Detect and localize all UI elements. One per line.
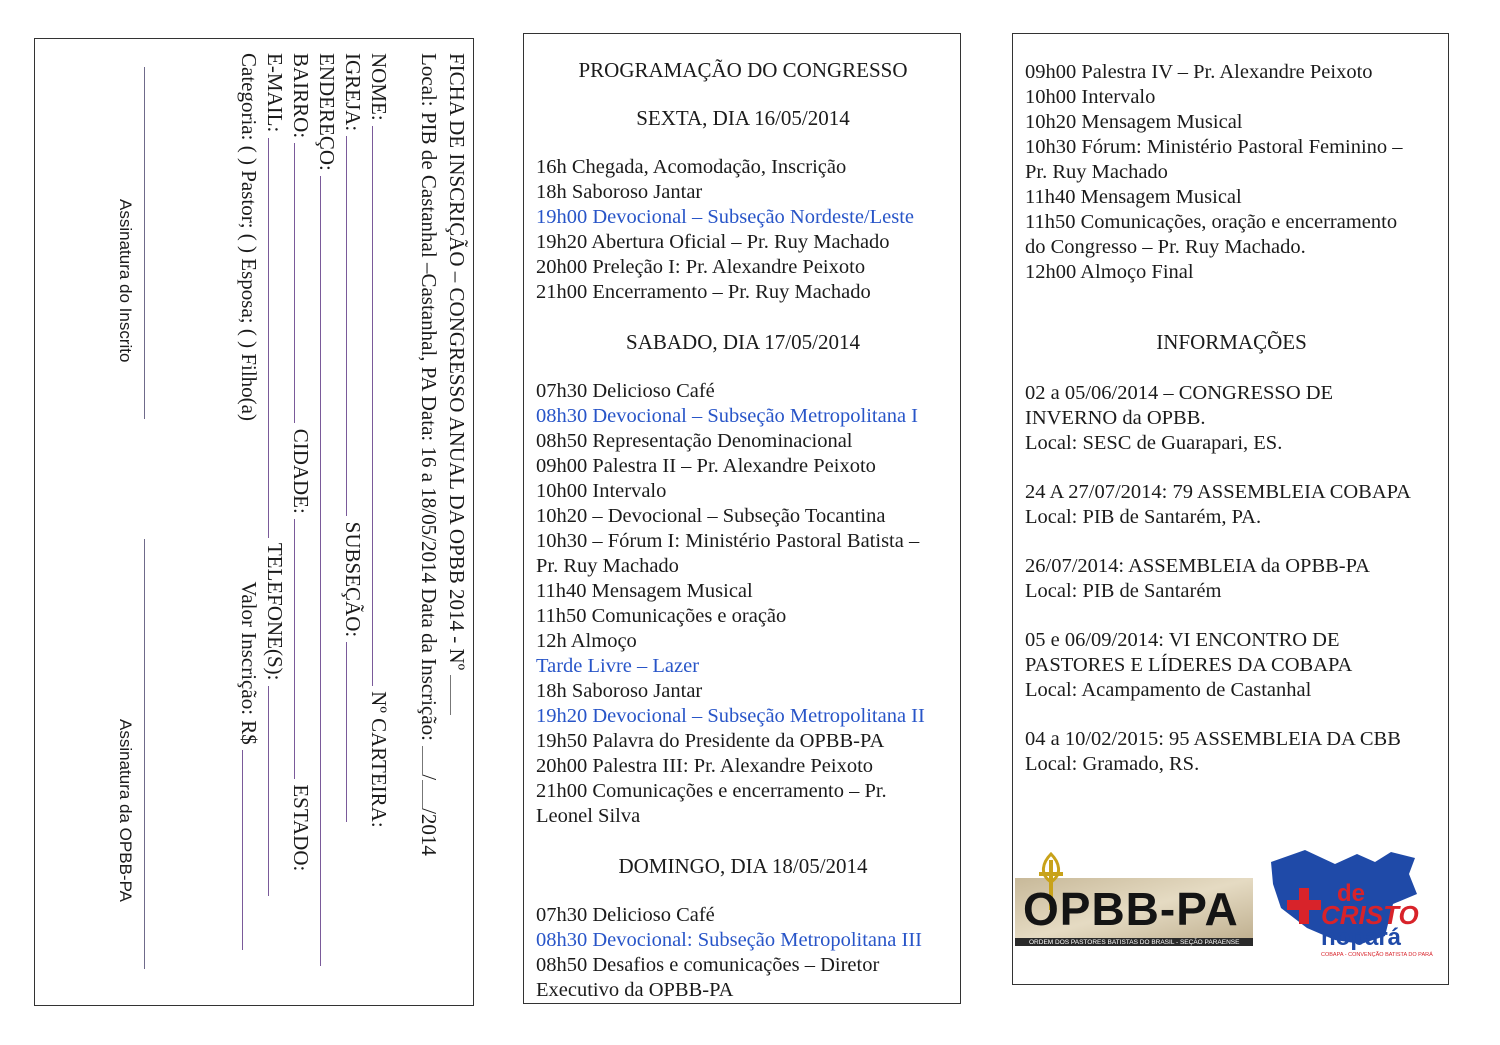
- bairro-row: BAIRRO: CIDADE: ESTADO:: [289, 53, 313, 872]
- opbb-logo-text: OPBB-PA: [1023, 883, 1239, 935]
- schedule-item: 11h40 Mensagem Musical: [536, 580, 753, 602]
- schedule-item: 11h50 Comunicações e oração: [536, 605, 787, 627]
- day3-heading: DOMINGO, DIA 18/05/2014: [618, 854, 868, 878]
- schedule-item: 10h30 Fórum: Ministério Pastoral Feminino –: [1025, 136, 1403, 158]
- schedule-item: 07h30 Delicioso Café: [536, 380, 715, 402]
- categoria-row: Categoria: ( ) Pastor; ( ) Esposa; ( ) Filho(a) Valor Inscrição: R$: [236, 53, 261, 950]
- inscription-day-field[interactable]: [422, 746, 439, 774]
- schedule-item: 18h Saboroso Jantar: [536, 680, 703, 702]
- schedule-item: do Congresso – Pr. Ruy Machado.: [1025, 236, 1306, 258]
- schedule-item: 11h50 Comunicações, oração e encerramento: [1025, 211, 1398, 233]
- signature-line-inscrito[interactable]: [144, 67, 145, 419]
- schedule-item: Executivo da OPBB-PA: [536, 979, 734, 1001]
- schedule-item: 09h00 Palestra II – Pr. Alexandre Peixoto: [536, 455, 876, 477]
- bairro-field[interactable]: [294, 143, 311, 423]
- schedule-item: 11h40 Mensagem Musical: [1025, 186, 1242, 208]
- schedule-item: Pr. Ruy Machado: [536, 555, 679, 577]
- igreja-field[interactable]: [346, 136, 363, 516]
- cobapa-logo: [1265, 844, 1437, 964]
- schedule-item: 20h00 Palestra III: Pr. Alexandre Peixoto: [536, 755, 874, 777]
- signature-label-inscrito: Assinatura do Inscrito: [116, 199, 135, 363]
- info-title: INFORMAÇÕES: [1156, 330, 1307, 354]
- opbb-pa-logo: [1015, 852, 1255, 952]
- registration-form-panel: [34, 38, 474, 1006]
- schedule-item: 19h20 Devocional – Subseção Metropolitana II: [536, 705, 925, 727]
- schedule-item: 08h50 Representação Denominacional: [536, 430, 853, 452]
- email-field[interactable]: [268, 138, 285, 538]
- info-block: 26/07/2014: ASSEMBLEIA da OPBB-PA Local: PIB de Santarém: [1025, 555, 1370, 602]
- schedule-item: 19h50 Palavra do Presidente da OPBB-PA: [536, 730, 885, 752]
- subsecao-field[interactable]: [346, 642, 363, 822]
- cobapa-para-text: nopará: [1321, 924, 1402, 951]
- valor-field[interactable]: [242, 750, 259, 950]
- endereco-row: ENDEREÇO:: [314, 53, 339, 966]
- igreja-row: IGREJA: SUBSEÇÃO:: [340, 53, 365, 822]
- schedule-item: Tarde Livre – Lazer: [536, 655, 700, 677]
- categoria-options[interactable]: Categoria: ( ) Pastor; ( ) Esposa; ( ) Filho(a): [237, 53, 261, 421]
- schedule-item: 20h00 Preleção I: Pr. Alexandre Peixoto: [536, 256, 866, 278]
- schedule-item: 12h00 Almoço Final: [1025, 261, 1194, 283]
- signature-label-opbb: Assinatura da OPBB-PA: [116, 719, 135, 902]
- nome-field[interactable]: [372, 126, 389, 686]
- cidade-field[interactable]: [294, 519, 311, 779]
- schedule-item: 21h00 Encerramento – Pr. Ruy Machado: [536, 281, 871, 303]
- telefone-field[interactable]: [268, 686, 285, 896]
- info-block: 02 a 05/06/2014 – CONGRESSO DE INVERNO da OPBB. Local: SESC de Guarapari, ES.: [1025, 382, 1334, 454]
- signature-line-opbb[interactable]: [144, 539, 145, 969]
- schedule-item: 10h30 – Fórum I: Ministério Pastoral Batista –: [536, 530, 920, 552]
- program-continuation: [1025, 60, 1438, 285]
- inscription-number-field[interactable]: [450, 675, 467, 715]
- schedule-item: 10h00 Intervalo: [536, 480, 667, 502]
- day2-heading: SABADO, DIA 17/05/2014: [626, 330, 860, 354]
- schedule-item: 10h00 Intervalo: [1025, 86, 1156, 108]
- info-section: [1025, 330, 1438, 777]
- form-local-line: Local: PIB de Castanhal –Castanhal, PA Data: 16 a 18/05/2014 Data da Inscrição: //2014: [417, 53, 441, 856]
- schedule-item: 18h Saboroso Jantar: [536, 181, 703, 203]
- email-row: E-MAIL: TELEFONE(S):: [262, 53, 287, 896]
- cobapa-de-text: de: [1337, 880, 1366, 907]
- form-title: FICHA DE INSCRIÇÃO – CONGRESSO ANUAL DA OPBB 2014 - Nº: [444, 53, 469, 715]
- opbb-logo-subtitle: ORDEM DOS PASTORES BATISTAS DO BRASIL - SEÇÃO PARAENSE: [1029, 939, 1240, 946]
- program-column: [536, 58, 950, 1003]
- schedule-item: 19h20 Abertura Oficial – Pr. Ruy Machado: [536, 231, 890, 253]
- schedule-item: Leonel Silva: [536, 805, 641, 827]
- schedule-item: 08h50 Desafios e comunicações – Diretor: [536, 954, 880, 976]
- schedule-item: 08h30 Devocional: Subseção Metropolitana III: [536, 929, 922, 951]
- endereco-field[interactable]: [320, 176, 337, 966]
- day1-heading: SEXTA, DIA 16/05/2014: [636, 106, 850, 130]
- schedule-item: 09h00 Palestra IV – Pr. Alexandre Peixoto: [1025, 61, 1373, 83]
- schedule-item: 07h30 Delicioso Café: [536, 904, 715, 926]
- program-title: PROGRAMAÇÃO DO CONGRESSO: [578, 58, 908, 82]
- cobapa-cristo-text: CRISTO: [1321, 900, 1419, 930]
- info-block: 24 A 27/07/2014: 79 ASSEMBLEIA COBAPA Local: PIB de Santarém, PA.: [1025, 481, 1411, 528]
- schedule-item: 19h00 Devocional – Subseção Nordeste/Leste: [536, 206, 915, 228]
- inscription-month-field[interactable]: [422, 780, 439, 808]
- schedule-item: 10h20 – Devocional – Subseção Tocantina: [536, 505, 886, 527]
- info-block: 05 e 06/09/2014: VI ENCONTRO DE PASTORES E LÍDERES DA COBAPA Local: Acampamento de Castanhal: [1025, 629, 1353, 701]
- schedule-item: Pr. Ruy Machado: [1025, 161, 1168, 183]
- schedule-item: 12h Almoço: [536, 630, 637, 652]
- schedule-item: 16h Chegada, Acomodação, Inscrição: [536, 156, 847, 178]
- schedule-item: 10h20 Mensagem Musical: [1025, 111, 1243, 133]
- registration-form: [35, 39, 475, 1007]
- schedule-item: 21h00 Comunicações e encerramento – Pr.: [536, 780, 887, 802]
- nome-row: NOME: Nº CARTEIRA:: [367, 53, 391, 828]
- info-block: 04 a 10/02/2015: 95 ASSEMBLEIA DA CBB Local: Gramado, RS.: [1025, 728, 1401, 775]
- program-panel: [523, 33, 961, 1004]
- cobapa-subtitle: COBAPA - CONVENÇÃO BATISTA DO PARÁ: [1321, 952, 1433, 958]
- info-panel: [1012, 33, 1449, 985]
- schedule-item: 08h30 Devocional – Subseção Metropolitana I: [536, 405, 919, 427]
